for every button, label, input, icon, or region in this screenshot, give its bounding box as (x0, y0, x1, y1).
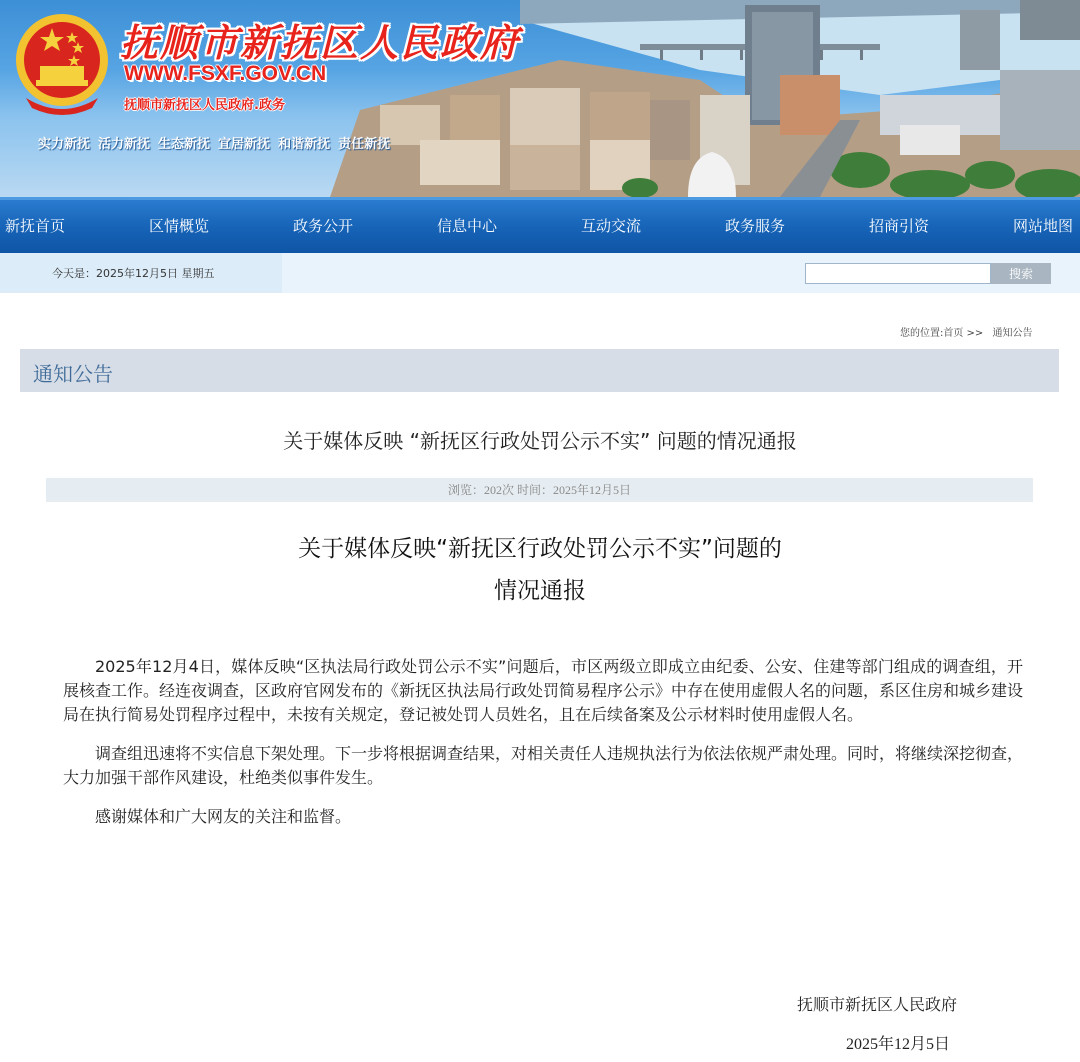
breadcrumb (900, 324, 1033, 339)
signature-date: 2025年12月5日 (846, 1036, 951, 1053)
body-paragraph: 感谢媒体和广大网友的关注和监督。 (95, 807, 352, 826)
info-bar (0, 253, 1080, 293)
article-title: 关于媒体反映 “新抚区行政处罚公示不实” 问题的情况通报 (283, 429, 797, 453)
search-button[interactable]: 搜索 (991, 263, 1051, 284)
section-header (20, 349, 1059, 392)
slogan-item: 生态新抚 (158, 137, 211, 152)
header-banner (0, 0, 1080, 197)
document-title (0, 528, 1080, 612)
breadcrumb-current-link[interactable]: 通知公告 (992, 328, 1033, 339)
signature-organization: 抚顺市新抚区人民政府 (797, 995, 958, 1014)
breadcrumb-home-link[interactable]: 您的位置:首页 >> (900, 328, 984, 339)
search-input[interactable] (805, 263, 991, 284)
slogan-item: 责任新抚 (338, 137, 391, 152)
site-url[interactable]: WWW.FSXF.GOV.CN (124, 62, 327, 85)
slogan-item: 宜居新抚 (218, 137, 271, 152)
national-emblem-icon (12, 8, 112, 118)
slogan-list (38, 133, 398, 152)
article-meta: 浏览：202次 时间：2025年12月5日 (46, 478, 1033, 502)
body-paragraph: 调查组迅速将不实信息下架处理。下一步将根据调查结果，对相关责任人违规执法行为依法依规严肃处理。同时，将继续深挖彻查，大力加强干部作风建设，杜绝类似事件发生。 (63, 744, 1024, 787)
nav-item-services[interactable]: 政务服务 (725, 217, 786, 235)
site-title[interactable]: 抚顺市新抚区人民政府 (120, 20, 521, 65)
nav-item-home[interactable]: 新抚首页 (5, 217, 66, 235)
nav-item-overview[interactable]: 区情概览 (149, 217, 210, 235)
body-paragraph: 2025年12月4日，媒体反映“区执法局行政处罚公示不实”问题后，市区两级立即成立由纪委、公安、住建等部门组成的调查组，开展核查工作。经连夜调查，区政府官网发布的《新抚区执法局行政处罚简易程序公示》中存在使用虚假人名的问题，系区住房和城乡建设局在执行简易处罚程序过程中，未按有关规定，登记被处罚人员姓名，且在后续备案及公示材料时使用虚假人名。 (63, 657, 1024, 724)
date-panel (0, 253, 282, 293)
section-title: 通知公告 (33, 362, 113, 386)
nav-item-sitemap[interactable]: 网站地图 (1013, 217, 1074, 235)
slogan-item: 实力新抚 (38, 137, 91, 152)
document-title-line: 关于媒体反映“新抚区行政处罚公示不实”问题的 (298, 536, 782, 562)
document-title-line: 情况通报 (494, 578, 586, 604)
slogan-item: 和谐新抚 (278, 137, 331, 152)
today-date: 今天是：2025年12月5日 星期五 (52, 267, 215, 280)
article-body (63, 655, 1023, 844)
nav-item-investment[interactable]: 招商引资 (869, 217, 930, 235)
site-subtitle: 抚顺市新抚区人民政府.政务 (124, 98, 285, 113)
slogan-item: 活力新抚 (98, 137, 151, 152)
nav-item-interaction[interactable]: 互动交流 (581, 217, 642, 235)
nav-item-gov-affairs[interactable]: 政务公开 (293, 217, 354, 235)
nav-item-info-center[interactable]: 信息中心 (437, 217, 498, 235)
main-nav (0, 197, 1080, 253)
